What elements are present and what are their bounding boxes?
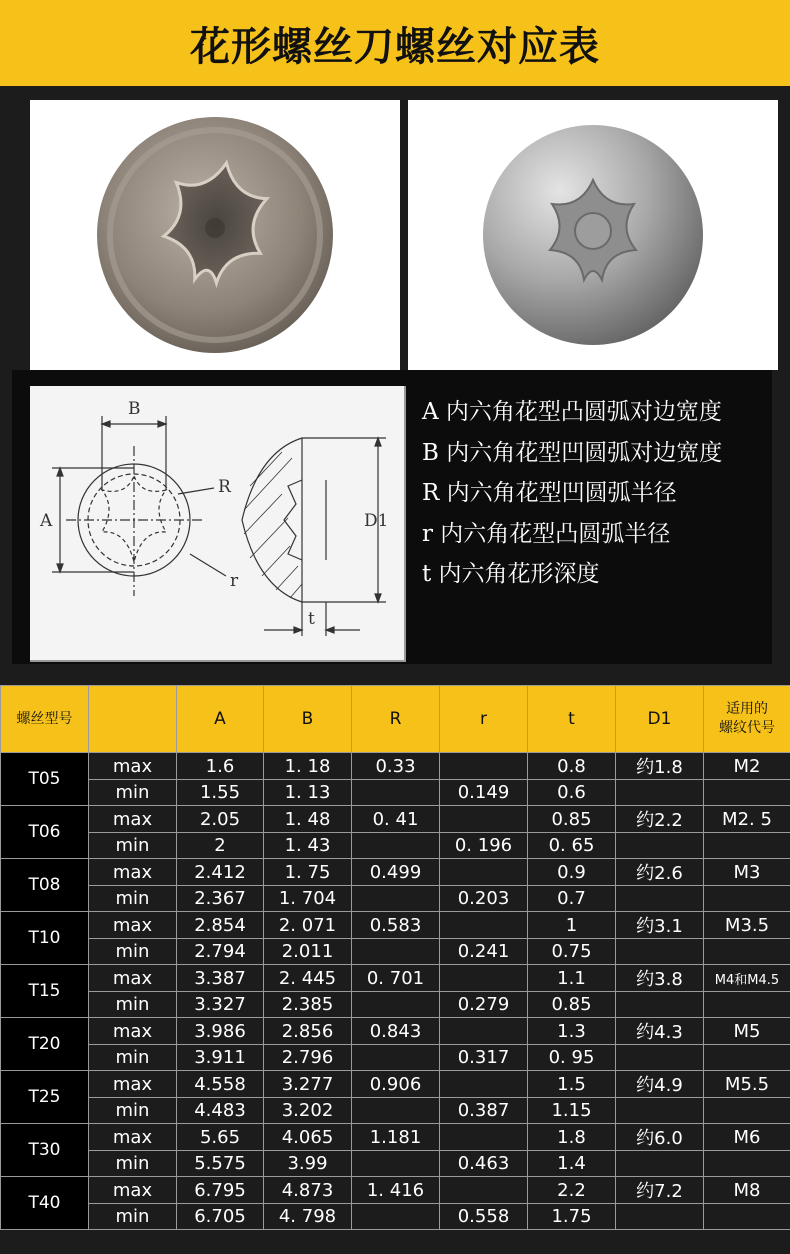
d1-cell xyxy=(616,833,704,859)
r-small-cell: 0.463 xyxy=(440,1151,528,1177)
limit-cell: max xyxy=(89,1177,177,1204)
a-cell: 5.65 xyxy=(177,1124,264,1151)
table-row xyxy=(1,780,790,806)
r-big-cell xyxy=(352,939,440,965)
a-cell: 2.367 xyxy=(177,886,264,912)
a-cell: 4.483 xyxy=(177,1098,264,1124)
b-cell: 1. 75 xyxy=(264,859,352,886)
a-cell: 6.795 xyxy=(177,1177,264,1204)
t-cell: 1.4 xyxy=(528,1151,616,1177)
spec-table-body xyxy=(1,753,790,1230)
r-big-cell: 0.33 xyxy=(352,753,440,780)
r-big-cell xyxy=(352,1151,440,1177)
table-row xyxy=(1,753,790,780)
title-banner xyxy=(0,0,790,86)
b-cell: 1. 704 xyxy=(264,886,352,912)
d1-cell: 约2.6 xyxy=(616,859,704,886)
d1-cell: 约4.9 xyxy=(616,1071,704,1098)
thread-cell: M2. 5 xyxy=(704,806,790,833)
r-small-cell xyxy=(440,1071,528,1098)
limit-cell: max xyxy=(89,912,177,939)
legend-item-t: t 内六角花形深度 xyxy=(422,561,600,587)
r-big-cell xyxy=(352,1204,440,1230)
model-cell: T40 xyxy=(1,1177,89,1230)
a-cell: 2.412 xyxy=(177,859,264,886)
header-thread xyxy=(704,686,790,753)
r-big-cell xyxy=(352,1045,440,1071)
r-small-cell xyxy=(440,1124,528,1151)
b-cell: 1. 18 xyxy=(264,753,352,780)
a-cell: 2.05 xyxy=(177,806,264,833)
b-cell: 2. 071 xyxy=(264,912,352,939)
thread-cell: M5 xyxy=(704,1018,790,1045)
r-small-cell xyxy=(440,1177,528,1204)
thread-cell: M8 xyxy=(704,1177,790,1204)
table-row xyxy=(1,1177,790,1204)
label-t: t xyxy=(308,609,315,629)
b-cell: 2.385 xyxy=(264,992,352,1018)
r-small-cell: 0.317 xyxy=(440,1045,528,1071)
header-b: B xyxy=(264,686,352,753)
t-cell: 0.6 xyxy=(528,780,616,806)
page-title: 花形螺丝刀螺丝对应表 xyxy=(190,23,600,70)
model-cell: T10 xyxy=(1,912,89,965)
thread-cell: M2 xyxy=(704,753,790,780)
a-cell: 3.986 xyxy=(177,1018,264,1045)
limit-cell: min xyxy=(89,833,177,859)
t-cell: 1.75 xyxy=(528,1204,616,1230)
r-small-cell xyxy=(440,806,528,833)
model-cell: T05 xyxy=(1,753,89,806)
table-row xyxy=(1,1018,790,1045)
limit-cell: max xyxy=(89,1071,177,1098)
table-row xyxy=(1,859,790,886)
table-row xyxy=(1,1045,790,1071)
limit-cell: min xyxy=(89,1151,177,1177)
r-small-cell xyxy=(440,859,528,886)
d1-cell xyxy=(616,939,704,965)
r-big-cell: 0.906 xyxy=(352,1071,440,1098)
r-small-cell: 0.149 xyxy=(440,780,528,806)
a-cell: 3.911 xyxy=(177,1045,264,1071)
table-row xyxy=(1,939,790,965)
thread-cell xyxy=(704,1045,790,1071)
header-model: 螺丝型号 xyxy=(1,686,89,753)
a-cell: 2.794 xyxy=(177,939,264,965)
a-cell: 1.55 xyxy=(177,780,264,806)
model-cell: T25 xyxy=(1,1071,89,1124)
limit-cell: min xyxy=(89,1098,177,1124)
b-cell: 2.796 xyxy=(264,1045,352,1071)
b-cell: 1. 13 xyxy=(264,780,352,806)
b-cell: 2.011 xyxy=(264,939,352,965)
thread-cell xyxy=(704,780,790,806)
button-head-screw-image xyxy=(408,100,778,370)
table-row xyxy=(1,1151,790,1177)
r-big-cell xyxy=(352,833,440,859)
r-big-cell: 1.181 xyxy=(352,1124,440,1151)
d1-cell: 约3.8 xyxy=(616,965,704,992)
b-cell: 1. 48 xyxy=(264,806,352,833)
header-thread-line2: 螺纹代号 xyxy=(719,720,775,736)
limit-cell: min xyxy=(89,780,177,806)
thread-cell xyxy=(704,992,790,1018)
d1-cell xyxy=(616,1151,704,1177)
t-cell: 0.75 xyxy=(528,939,616,965)
r-big-cell: 0. 41 xyxy=(352,806,440,833)
b-cell: 1. 43 xyxy=(264,833,352,859)
b-cell: 3.202 xyxy=(264,1098,352,1124)
t-cell: 1.1 xyxy=(528,965,616,992)
limit-cell: max xyxy=(89,1018,177,1045)
header-t: t xyxy=(528,686,616,753)
t-cell: 0. 65 xyxy=(528,833,616,859)
limit-cell: max xyxy=(89,965,177,992)
d1-cell xyxy=(616,1045,704,1071)
header-d1: D1 xyxy=(616,686,704,753)
t-cell: 0.8 xyxy=(528,753,616,780)
model-cell: T08 xyxy=(1,859,89,912)
header-r-small: r xyxy=(440,686,528,753)
label-d1: D1 xyxy=(364,511,389,531)
thread-cell xyxy=(704,1204,790,1230)
dimension-diagram-panel xyxy=(12,370,772,664)
r-big-cell: 0.843 xyxy=(352,1018,440,1045)
b-cell: 4.065 xyxy=(264,1124,352,1151)
t-cell: 0.9 xyxy=(528,859,616,886)
r-big-cell: 0.583 xyxy=(352,912,440,939)
r-small-cell: 0.203 xyxy=(440,886,528,912)
legend-item-a: A 内六角花型凸圆弧对边宽度 xyxy=(422,399,722,425)
table-row xyxy=(1,992,790,1018)
d1-cell xyxy=(616,1098,704,1124)
label-a: A xyxy=(40,511,53,531)
legend-item-r-small: r 内六角花型凸圆弧半径 xyxy=(422,520,671,547)
r-small-cell xyxy=(440,1018,528,1045)
d1-cell: 约7.2 xyxy=(616,1177,704,1204)
label-r-small: r xyxy=(230,571,239,591)
t-cell: 1 xyxy=(528,912,616,939)
r-small-cell: 0. 196 xyxy=(440,833,528,859)
b-cell: 3.277 xyxy=(264,1071,352,1098)
t-cell: 1.3 xyxy=(528,1018,616,1045)
r-big-cell: 0.499 xyxy=(352,859,440,886)
t-cell: 1.8 xyxy=(528,1124,616,1151)
model-cell: T06 xyxy=(1,806,89,859)
model-cell: T15 xyxy=(1,965,89,1018)
d1-cell: 约1.8 xyxy=(616,753,704,780)
table-row xyxy=(1,1071,790,1098)
model-cell: T20 xyxy=(1,1018,89,1071)
pan-head-screw-image xyxy=(30,100,400,370)
r-small-cell xyxy=(440,912,528,939)
r-big-cell xyxy=(352,780,440,806)
thread-cell: M3.5 xyxy=(704,912,790,939)
limit-cell: min xyxy=(89,1045,177,1071)
d1-cell xyxy=(616,1204,704,1230)
header-limit xyxy=(89,686,177,753)
model-cell: T30 xyxy=(1,1124,89,1177)
limit-cell: min xyxy=(89,992,177,1018)
limit-cell: max xyxy=(89,806,177,833)
thread-cell xyxy=(704,833,790,859)
table-row xyxy=(1,886,790,912)
d1-cell: 约2.2 xyxy=(616,806,704,833)
thread-cell: M4和M4.5 xyxy=(704,965,790,992)
table-row xyxy=(1,912,790,939)
t-cell: 1.15 xyxy=(528,1098,616,1124)
thread-cell xyxy=(704,939,790,965)
thread-cell xyxy=(704,1151,790,1177)
thread-cell: M5.5 xyxy=(704,1071,790,1098)
d1-cell xyxy=(616,992,704,1018)
d1-cell: 约4.3 xyxy=(616,1018,704,1045)
header-r-big: R xyxy=(352,686,440,753)
limit-cell: min xyxy=(89,886,177,912)
b-cell: 4.873 xyxy=(264,1177,352,1204)
limit-cell: max xyxy=(89,753,177,780)
t-cell: 2.2 xyxy=(528,1177,616,1204)
r-small-cell xyxy=(440,753,528,780)
spec-table xyxy=(0,685,790,1230)
thread-cell: M6 xyxy=(704,1124,790,1151)
table-row xyxy=(1,1124,790,1151)
r-big-cell xyxy=(352,1098,440,1124)
label-b: B xyxy=(128,399,141,419)
d1-cell xyxy=(616,886,704,912)
r-big-cell xyxy=(352,992,440,1018)
table-row xyxy=(1,806,790,833)
screw-photo-button-head xyxy=(408,100,778,370)
a-cell: 2.854 xyxy=(177,912,264,939)
legend-item-r-big: R 内六角花型凹圆弧半径 xyxy=(422,480,677,506)
table-row xyxy=(1,965,790,992)
table-row xyxy=(1,1204,790,1230)
technical-drawing xyxy=(30,386,406,662)
r-small-cell: 0.558 xyxy=(440,1204,528,1230)
limit-cell: min xyxy=(89,939,177,965)
limit-cell: min xyxy=(89,1204,177,1230)
t-cell: 0.85 xyxy=(528,992,616,1018)
a-cell: 3.387 xyxy=(177,965,264,992)
t-cell: 0.7 xyxy=(528,886,616,912)
a-cell: 2 xyxy=(177,833,264,859)
b-cell: 4. 798 xyxy=(264,1204,352,1230)
limit-cell: max xyxy=(89,859,177,886)
screw-photo-pan-head xyxy=(30,100,400,370)
hex-lobe-dimension-drawing xyxy=(30,386,404,660)
dimension-legend xyxy=(422,392,722,595)
table-header-row xyxy=(1,686,790,753)
t-cell: 1.5 xyxy=(528,1071,616,1098)
t-cell: 0.85 xyxy=(528,806,616,833)
a-cell: 3.327 xyxy=(177,992,264,1018)
t-cell: 0. 95 xyxy=(528,1045,616,1071)
legend-item-b: B 内六角花型凹圆弧对边宽度 xyxy=(422,439,723,466)
d1-cell: 约6.0 xyxy=(616,1124,704,1151)
label-r-big: R xyxy=(218,477,231,497)
r-small-cell: 0.241 xyxy=(440,939,528,965)
r-big-cell: 0. 701 xyxy=(352,965,440,992)
r-big-cell xyxy=(352,886,440,912)
d1-cell xyxy=(616,780,704,806)
r-big-cell: 1. 416 xyxy=(352,1177,440,1204)
r-small-cell: 0.387 xyxy=(440,1098,528,1124)
thread-cell xyxy=(704,1098,790,1124)
header-thread-line1: 适用的 xyxy=(726,701,768,717)
table-row xyxy=(1,833,790,859)
limit-cell: max xyxy=(89,1124,177,1151)
b-cell: 2.856 xyxy=(264,1018,352,1045)
r-small-cell: 0.279 xyxy=(440,992,528,1018)
header-a: A xyxy=(177,686,264,753)
a-cell: 4.558 xyxy=(177,1071,264,1098)
thread-cell xyxy=(704,886,790,912)
d1-cell: 约3.1 xyxy=(616,912,704,939)
r-small-cell xyxy=(440,965,528,992)
table-row xyxy=(1,1098,790,1124)
b-cell: 2. 445 xyxy=(264,965,352,992)
thread-cell: M3 xyxy=(704,859,790,886)
a-cell: 6.705 xyxy=(177,1204,264,1230)
a-cell: 5.575 xyxy=(177,1151,264,1177)
a-cell: 1.6 xyxy=(177,753,264,780)
b-cell: 3.99 xyxy=(264,1151,352,1177)
